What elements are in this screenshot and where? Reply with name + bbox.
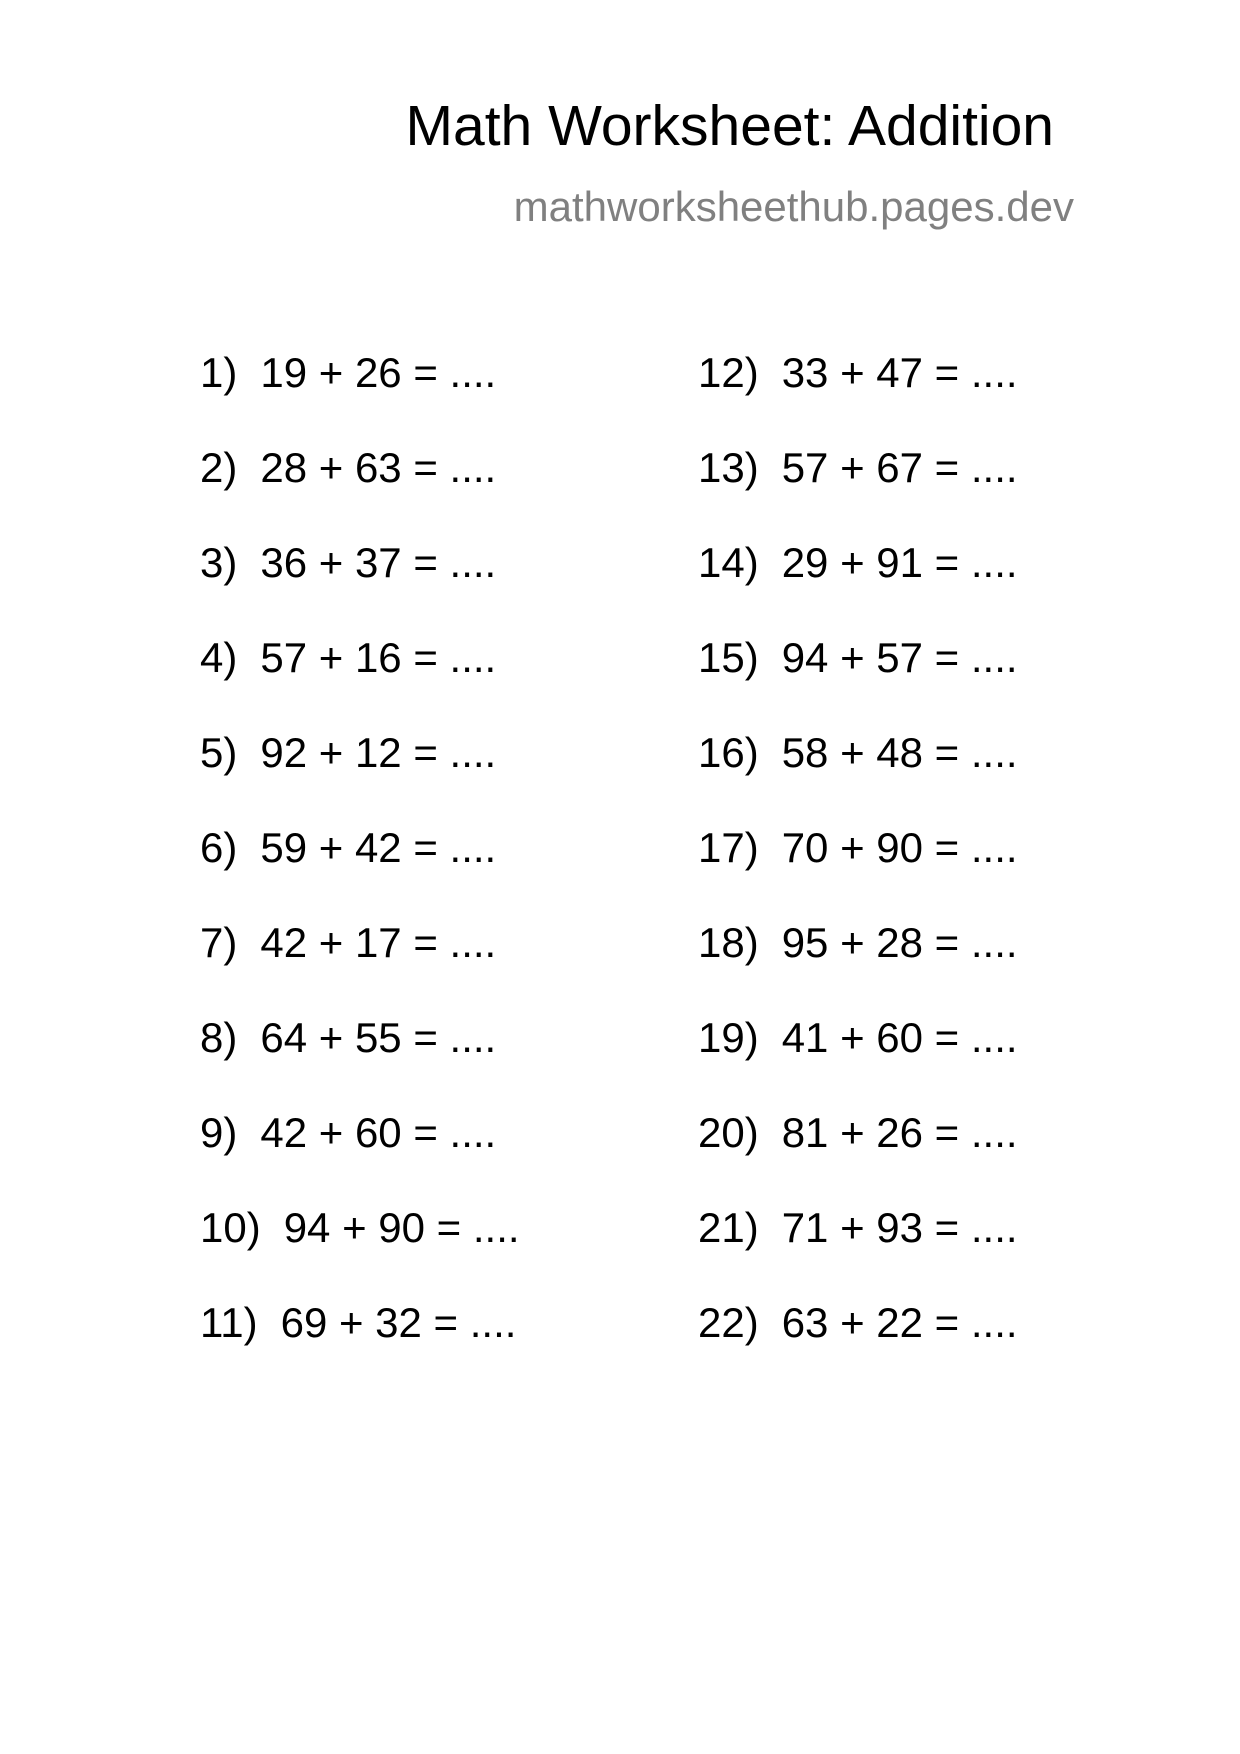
problem-item [200, 349, 520, 447]
problem-number: 19) [698, 1014, 759, 1061]
problem-expression: 64 + 55 = .... [260, 1014, 497, 1061]
problem-item [200, 444, 520, 542]
problem-number: 4) [200, 634, 238, 681]
problem-item [200, 1204, 520, 1302]
problem-item [698, 539, 1018, 637]
problem-number: 1) [200, 349, 238, 396]
problem-expression: 29 + 91 = .... [781, 539, 1018, 586]
problem-expression: 36 + 37 = .... [260, 539, 497, 586]
problem-expression: 57 + 16 = .... [260, 634, 497, 681]
problem-number: 9) [200, 1109, 238, 1156]
problem-item [698, 634, 1018, 732]
problem-number: 22) [698, 1299, 759, 1346]
problem-expression: 58 + 48 = .... [781, 729, 1018, 776]
problem-item [200, 1014, 520, 1112]
problem-number: 2) [200, 444, 238, 491]
problem-expression: 69 + 32 = .... [280, 1299, 517, 1346]
problem-number: 14) [698, 539, 759, 586]
problem-expression: 70 + 90 = .... [781, 824, 1018, 871]
problem-item [698, 444, 1018, 542]
problem-expression: 19 + 26 = .... [260, 349, 497, 396]
problem-expression: 95 + 28 = .... [781, 919, 1018, 966]
problem-number: 21) [698, 1204, 759, 1251]
problem-expression: 28 + 63 = .... [260, 444, 497, 491]
problem-expression: 33 + 47 = .... [781, 349, 1018, 396]
problem-number: 6) [200, 824, 238, 871]
problem-item [698, 1014, 1018, 1112]
problem-number: 7) [200, 919, 238, 966]
problem-item [200, 729, 520, 827]
problem-item [200, 539, 520, 637]
problem-number: 18) [698, 919, 759, 966]
problem-number: 20) [698, 1109, 759, 1156]
problem-expression: 92 + 12 = .... [260, 729, 497, 776]
problem-number: 8) [200, 1014, 238, 1061]
problem-item [698, 824, 1018, 922]
problem-number: 11) [200, 1299, 258, 1346]
problem-expression: 59 + 42 = .... [260, 824, 497, 871]
problem-expression: 81 + 26 = .... [781, 1109, 1018, 1156]
problem-list-left [200, 349, 520, 1397]
problem-number: 12) [698, 349, 759, 396]
problem-expression: 94 + 90 = .... [283, 1204, 520, 1251]
problem-number: 15) [698, 634, 759, 681]
problem-number: 10) [200, 1204, 261, 1251]
problem-item [200, 634, 520, 732]
problem-item [200, 824, 520, 922]
problem-expression: 63 + 22 = .... [781, 1299, 1018, 1346]
problem-expression: 71 + 93 = .... [781, 1204, 1018, 1251]
problem-item [200, 1299, 520, 1397]
problem-expression: 41 + 60 = .... [781, 1014, 1018, 1061]
problem-item [698, 729, 1018, 827]
problem-number: 17) [698, 824, 759, 871]
problem-expression: 57 + 67 = .... [781, 444, 1018, 491]
problem-item [698, 919, 1018, 1017]
problem-number: 13) [698, 444, 759, 491]
problem-number: 16) [698, 729, 759, 776]
problem-number: 3) [200, 539, 238, 586]
problem-item [698, 1204, 1018, 1302]
page-title: Math Worksheet: Addition [405, 94, 1054, 158]
site-url: mathworksheethub.pages.dev [513, 183, 1074, 230]
problem-item [698, 1299, 1018, 1397]
problem-expression: 42 + 60 = .... [260, 1109, 497, 1156]
problem-list-right [698, 349, 1018, 1397]
problem-item [698, 1109, 1018, 1207]
problem-expression: 42 + 17 = .... [260, 919, 497, 966]
problem-item [200, 919, 520, 1017]
problem-expression: 94 + 57 = .... [781, 634, 1018, 681]
problem-item [200, 1109, 520, 1207]
problem-item [698, 349, 1018, 447]
problem-number: 5) [200, 729, 238, 776]
